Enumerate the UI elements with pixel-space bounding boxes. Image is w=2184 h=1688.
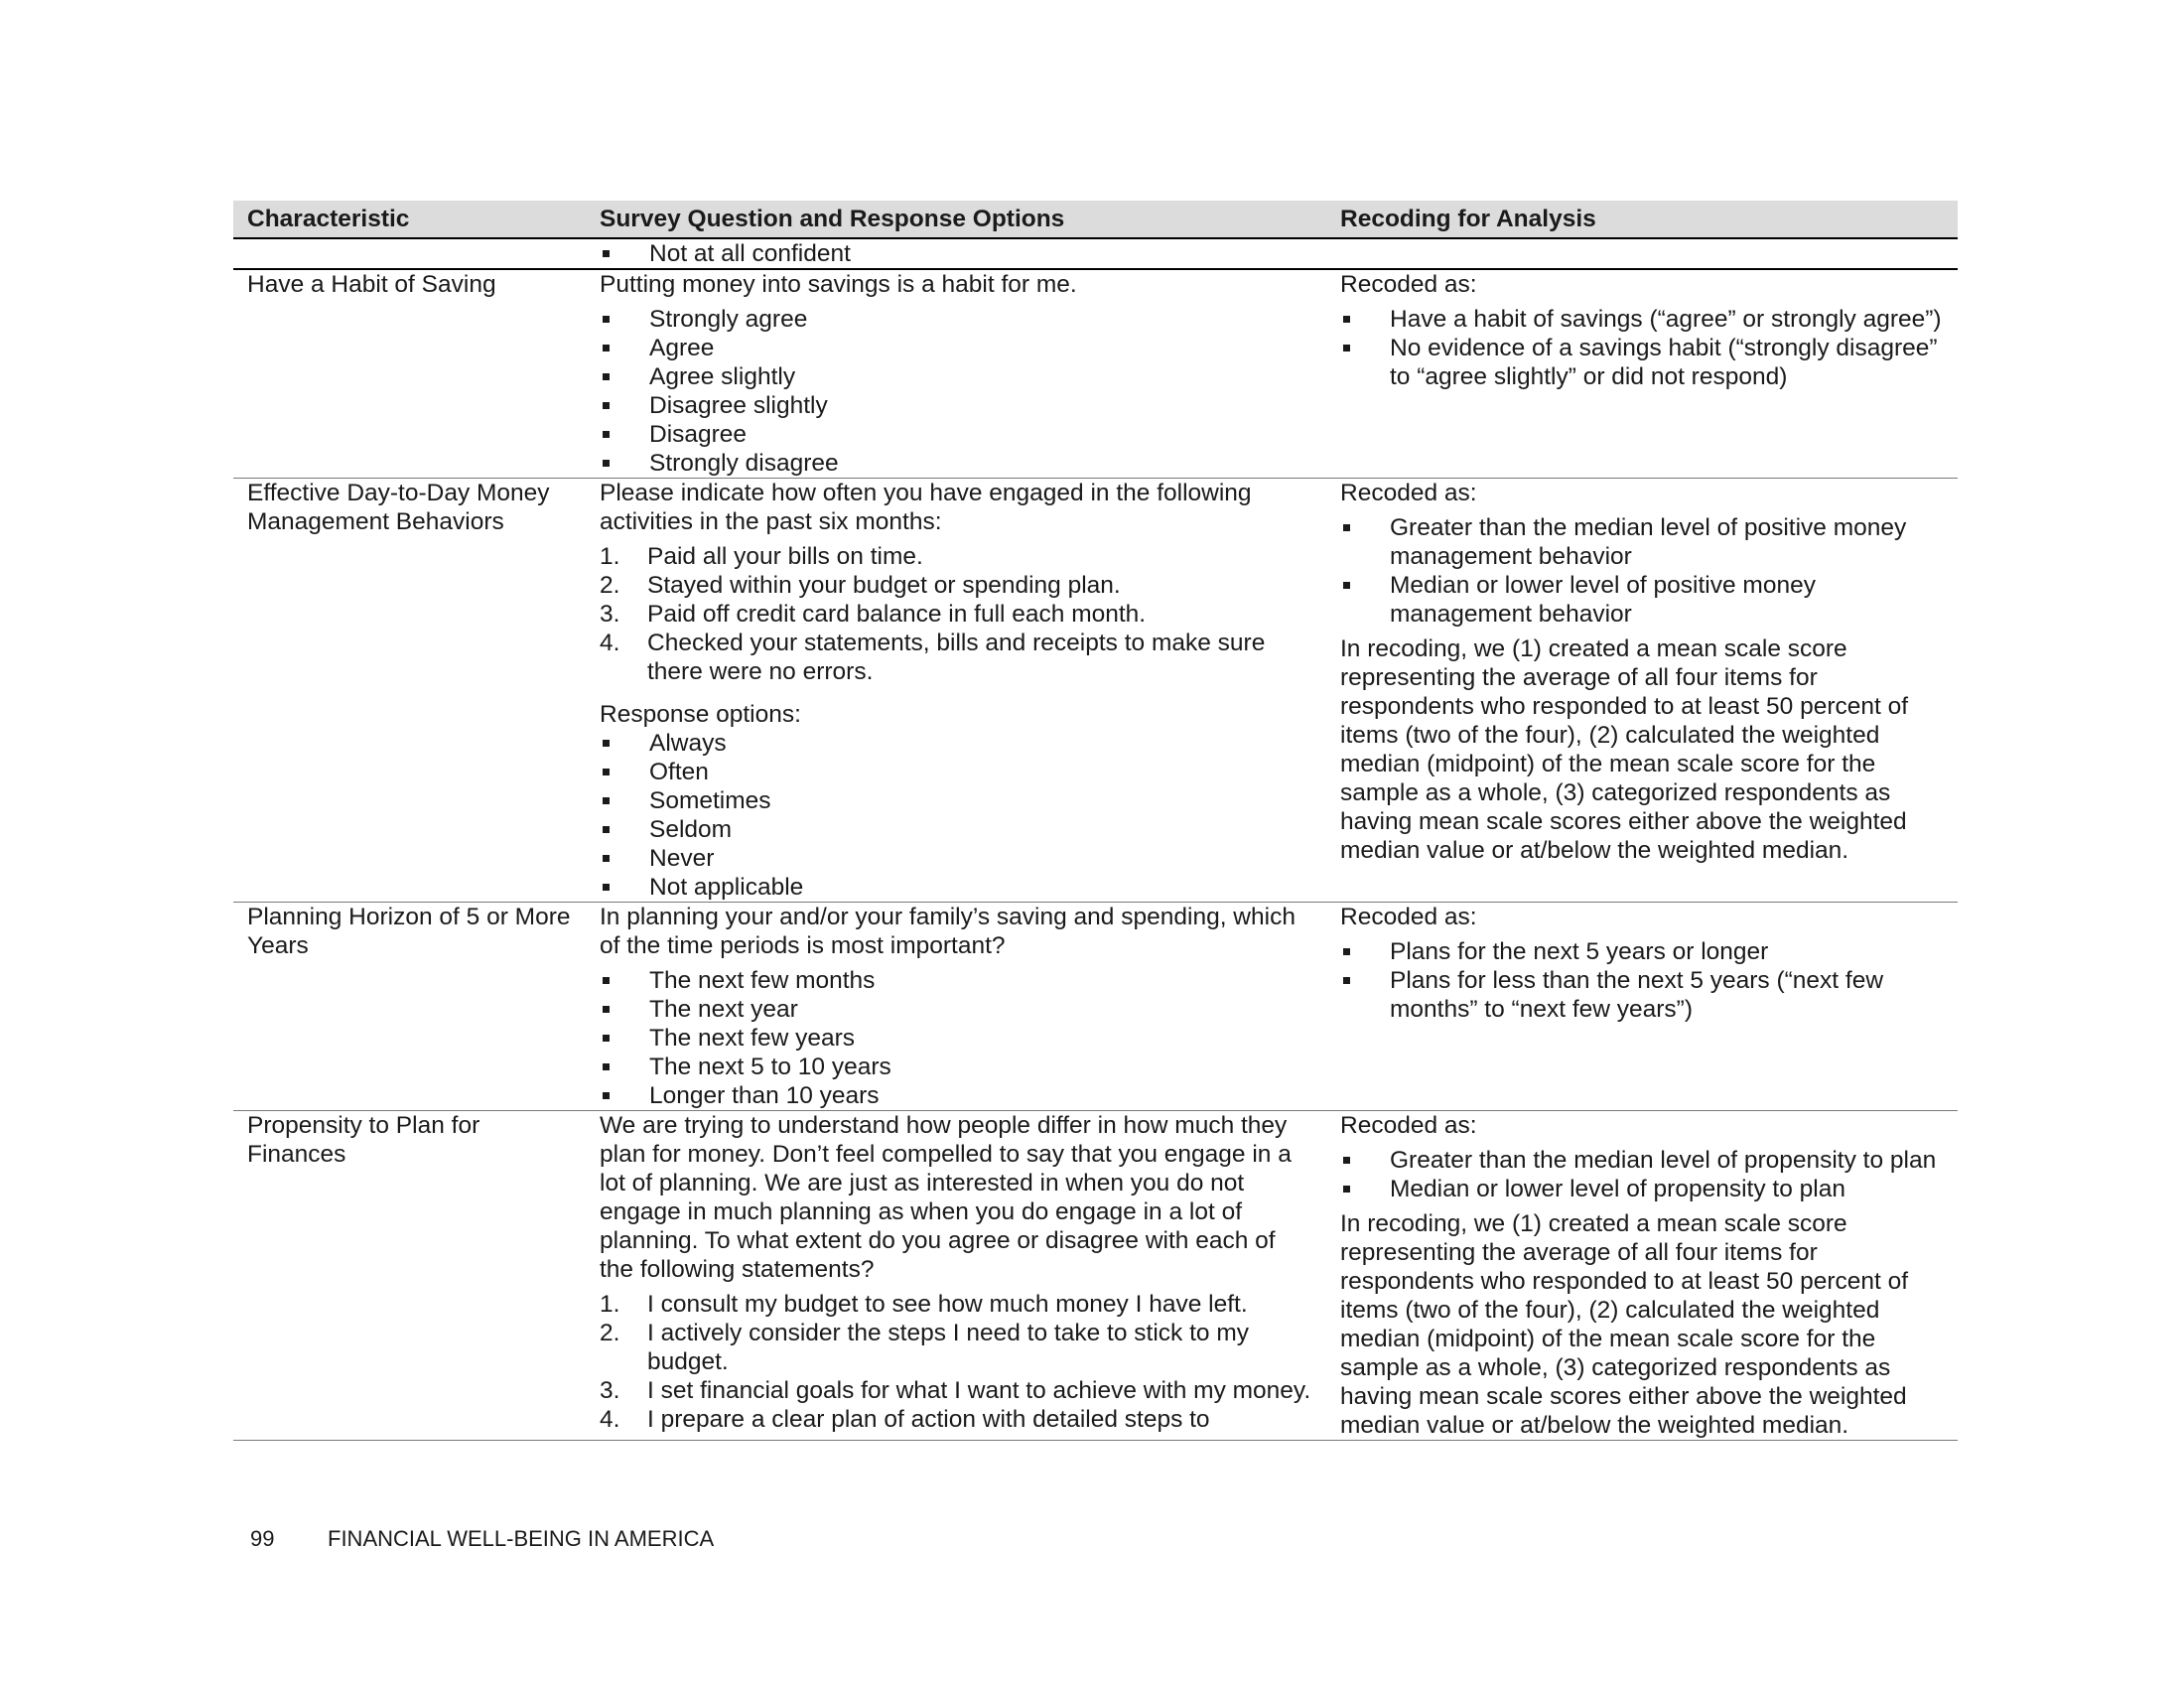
list-item: Disagree slightly: [600, 391, 1312, 420]
list-item: The next year: [600, 995, 1312, 1024]
list-item: The next few years: [600, 1024, 1312, 1053]
list-item: Sometimes: [600, 786, 1312, 815]
characteristics-table: [233, 201, 1958, 1441]
recoded-list: [1340, 305, 1944, 391]
recoding-note: In recoding, we (1) created a mean scale score representing the average of all four items for respondents who responded to at least 50 percent of items (two of the four), (2) calculated the weighted median (midpoint) of the mean scale score for the sample as a whole, (3) categorized respondents as having mean scale scores either above the weighted median value or at/below the weighted median.: [1340, 635, 1909, 864]
list-item: Agree: [600, 334, 1312, 362]
list-item: Greater than the median level of propensity to plan: [1340, 1146, 1944, 1175]
question-text: Putting money into savings is a habit for me.: [600, 271, 1077, 298]
recoded-label: Recoded as:: [1340, 271, 1477, 298]
recoding-cell: [1326, 479, 1958, 903]
list-item: 1. Paid all your bills on time.: [600, 543, 923, 570]
list-item: Always: [600, 729, 1312, 758]
list-item: Plans for the next 5 years or longer: [1340, 937, 1944, 966]
recoded-label: Recoded as:: [1340, 904, 1477, 930]
list-item: Strongly disagree: [600, 449, 1312, 478]
list-item: Greater than the median level of positive money management behavior: [1340, 513, 1944, 571]
list-item: No evidence of a savings habit (“strongly disagree” to “agree slightly” or did not respond): [1340, 334, 1944, 391]
list-item: 3. Paid off credit card balance in full each month.: [600, 601, 1147, 628]
list-item: Not at all confident: [600, 239, 1312, 268]
page-number: 99: [250, 1526, 275, 1551]
table-row-money-management: [233, 479, 1958, 903]
list-item: Median or lower level of positive money management behavior: [1340, 571, 1944, 629]
list-item: 4. I prepare a clear plan of action with detailed steps to: [600, 1406, 1210, 1433]
header-survey-question: Survey Question and Response Options: [586, 201, 1326, 238]
list-item: 2. Stayed within your budget or spending plan.: [600, 572, 1121, 599]
list-item: Disagree: [600, 420, 1312, 449]
table-header-row: [233, 201, 1958, 238]
recoded-label: Recoded as:: [1340, 1112, 1477, 1139]
recoding-note: In recoding, we (1) created a mean scale score representing the average of all four items for respondents who responded to at least 50 percent of items (two of the four), (2) calculated the weighted median (midpoint) of the mean scale score for the sample as a whole, (3) categorized respondents as having mean scale scores either above the weighted median value or at/below the weighted median.: [1340, 1210, 1909, 1439]
list-item: The next few months: [600, 966, 1312, 995]
list-item: Often: [600, 758, 1312, 786]
response-list: [600, 239, 1312, 268]
question-text: In planning your and/or your family’s saving and spending, which of the time periods is most important?: [600, 904, 1296, 959]
question-cell: [586, 269, 1326, 479]
header-recoding: Recoding for Analysis: [1326, 201, 1958, 238]
recoded-list: [1340, 513, 1944, 629]
response-options-label: Response options:: [600, 701, 801, 728]
header-characteristic: Characteristic: [233, 201, 586, 238]
response-list: [600, 966, 1312, 1110]
recoding-cell: [1326, 269, 1958, 479]
recoded-label: Recoded as:: [1340, 480, 1477, 506]
table-row-habit-of-saving: [233, 269, 1958, 479]
list-item: Strongly agree: [600, 305, 1312, 334]
table-row-continuation: [233, 238, 1958, 269]
list-item: 3. I set financial goals for what I want to achieve with my money.: [600, 1377, 1311, 1404]
recoding-cell: [1326, 903, 1958, 1111]
list-item: 2. I actively consider the steps I need to take to stick to my budget.: [600, 1320, 1249, 1375]
list-item: Not applicable: [600, 873, 1312, 902]
table-row-planning-horizon: [233, 903, 1958, 1111]
question-text: Please indicate how often you have engaged in the following activities in the past six months:: [600, 480, 1252, 535]
table-row-propensity-to-plan: [233, 1111, 1958, 1441]
response-list: [600, 729, 1312, 902]
recoding-cell: [1326, 1111, 1958, 1441]
list-item: Have a habit of savings (“agree” or strongly agree”): [1340, 305, 1944, 334]
characteristic-cell: Planning Horizon of 5 or More Years: [233, 903, 586, 1111]
list-item: Median or lower level of propensity to plan: [1340, 1175, 1944, 1203]
list-item: Plans for less than the next 5 years (“next few months” to “next few years”): [1340, 966, 1944, 1024]
list-item: The next 5 to 10 years: [600, 1053, 1312, 1081]
list-item: Never: [600, 844, 1312, 873]
question-cell: [586, 479, 1326, 903]
list-item: Agree slightly: [600, 362, 1312, 391]
list-item: Seldom: [600, 815, 1312, 844]
list-item: Longer than 10 years: [600, 1081, 1312, 1110]
characteristic-cell: Have a Habit of Saving: [233, 269, 586, 479]
item-list: [600, 1290, 1312, 1434]
footer-title: FINANCIAL WELL-BEING IN AMERICA: [328, 1526, 715, 1551]
response-list: [600, 305, 1312, 478]
list-item: 1. I consult my budget to see how much money I have left.: [600, 1291, 1248, 1318]
question-cell: [586, 1111, 1326, 1441]
list-item: 4. Checked your statements, bills and receipts to make sure there were no errors.: [600, 630, 1266, 685]
item-list: [600, 542, 1312, 686]
question-cell: [586, 903, 1326, 1111]
characteristic-cell: Effective Day-to-Day Money Management Behaviors: [233, 479, 586, 903]
recoded-list: [1340, 1146, 1944, 1203]
characteristic-cell: Propensity to Plan for Finances: [233, 1111, 586, 1441]
page-footer: [250, 1526, 714, 1552]
recoded-list: [1340, 937, 1944, 1024]
question-text: We are trying to understand how people differ in how much they plan for money. Don’t feel compelled to say that you engage in a lot of planning. We are just as interested in when you do not engage in much planning as when you do engage in a lot of planning. To what extent do you agree or disagree with each of the following statements?: [600, 1112, 1292, 1283]
